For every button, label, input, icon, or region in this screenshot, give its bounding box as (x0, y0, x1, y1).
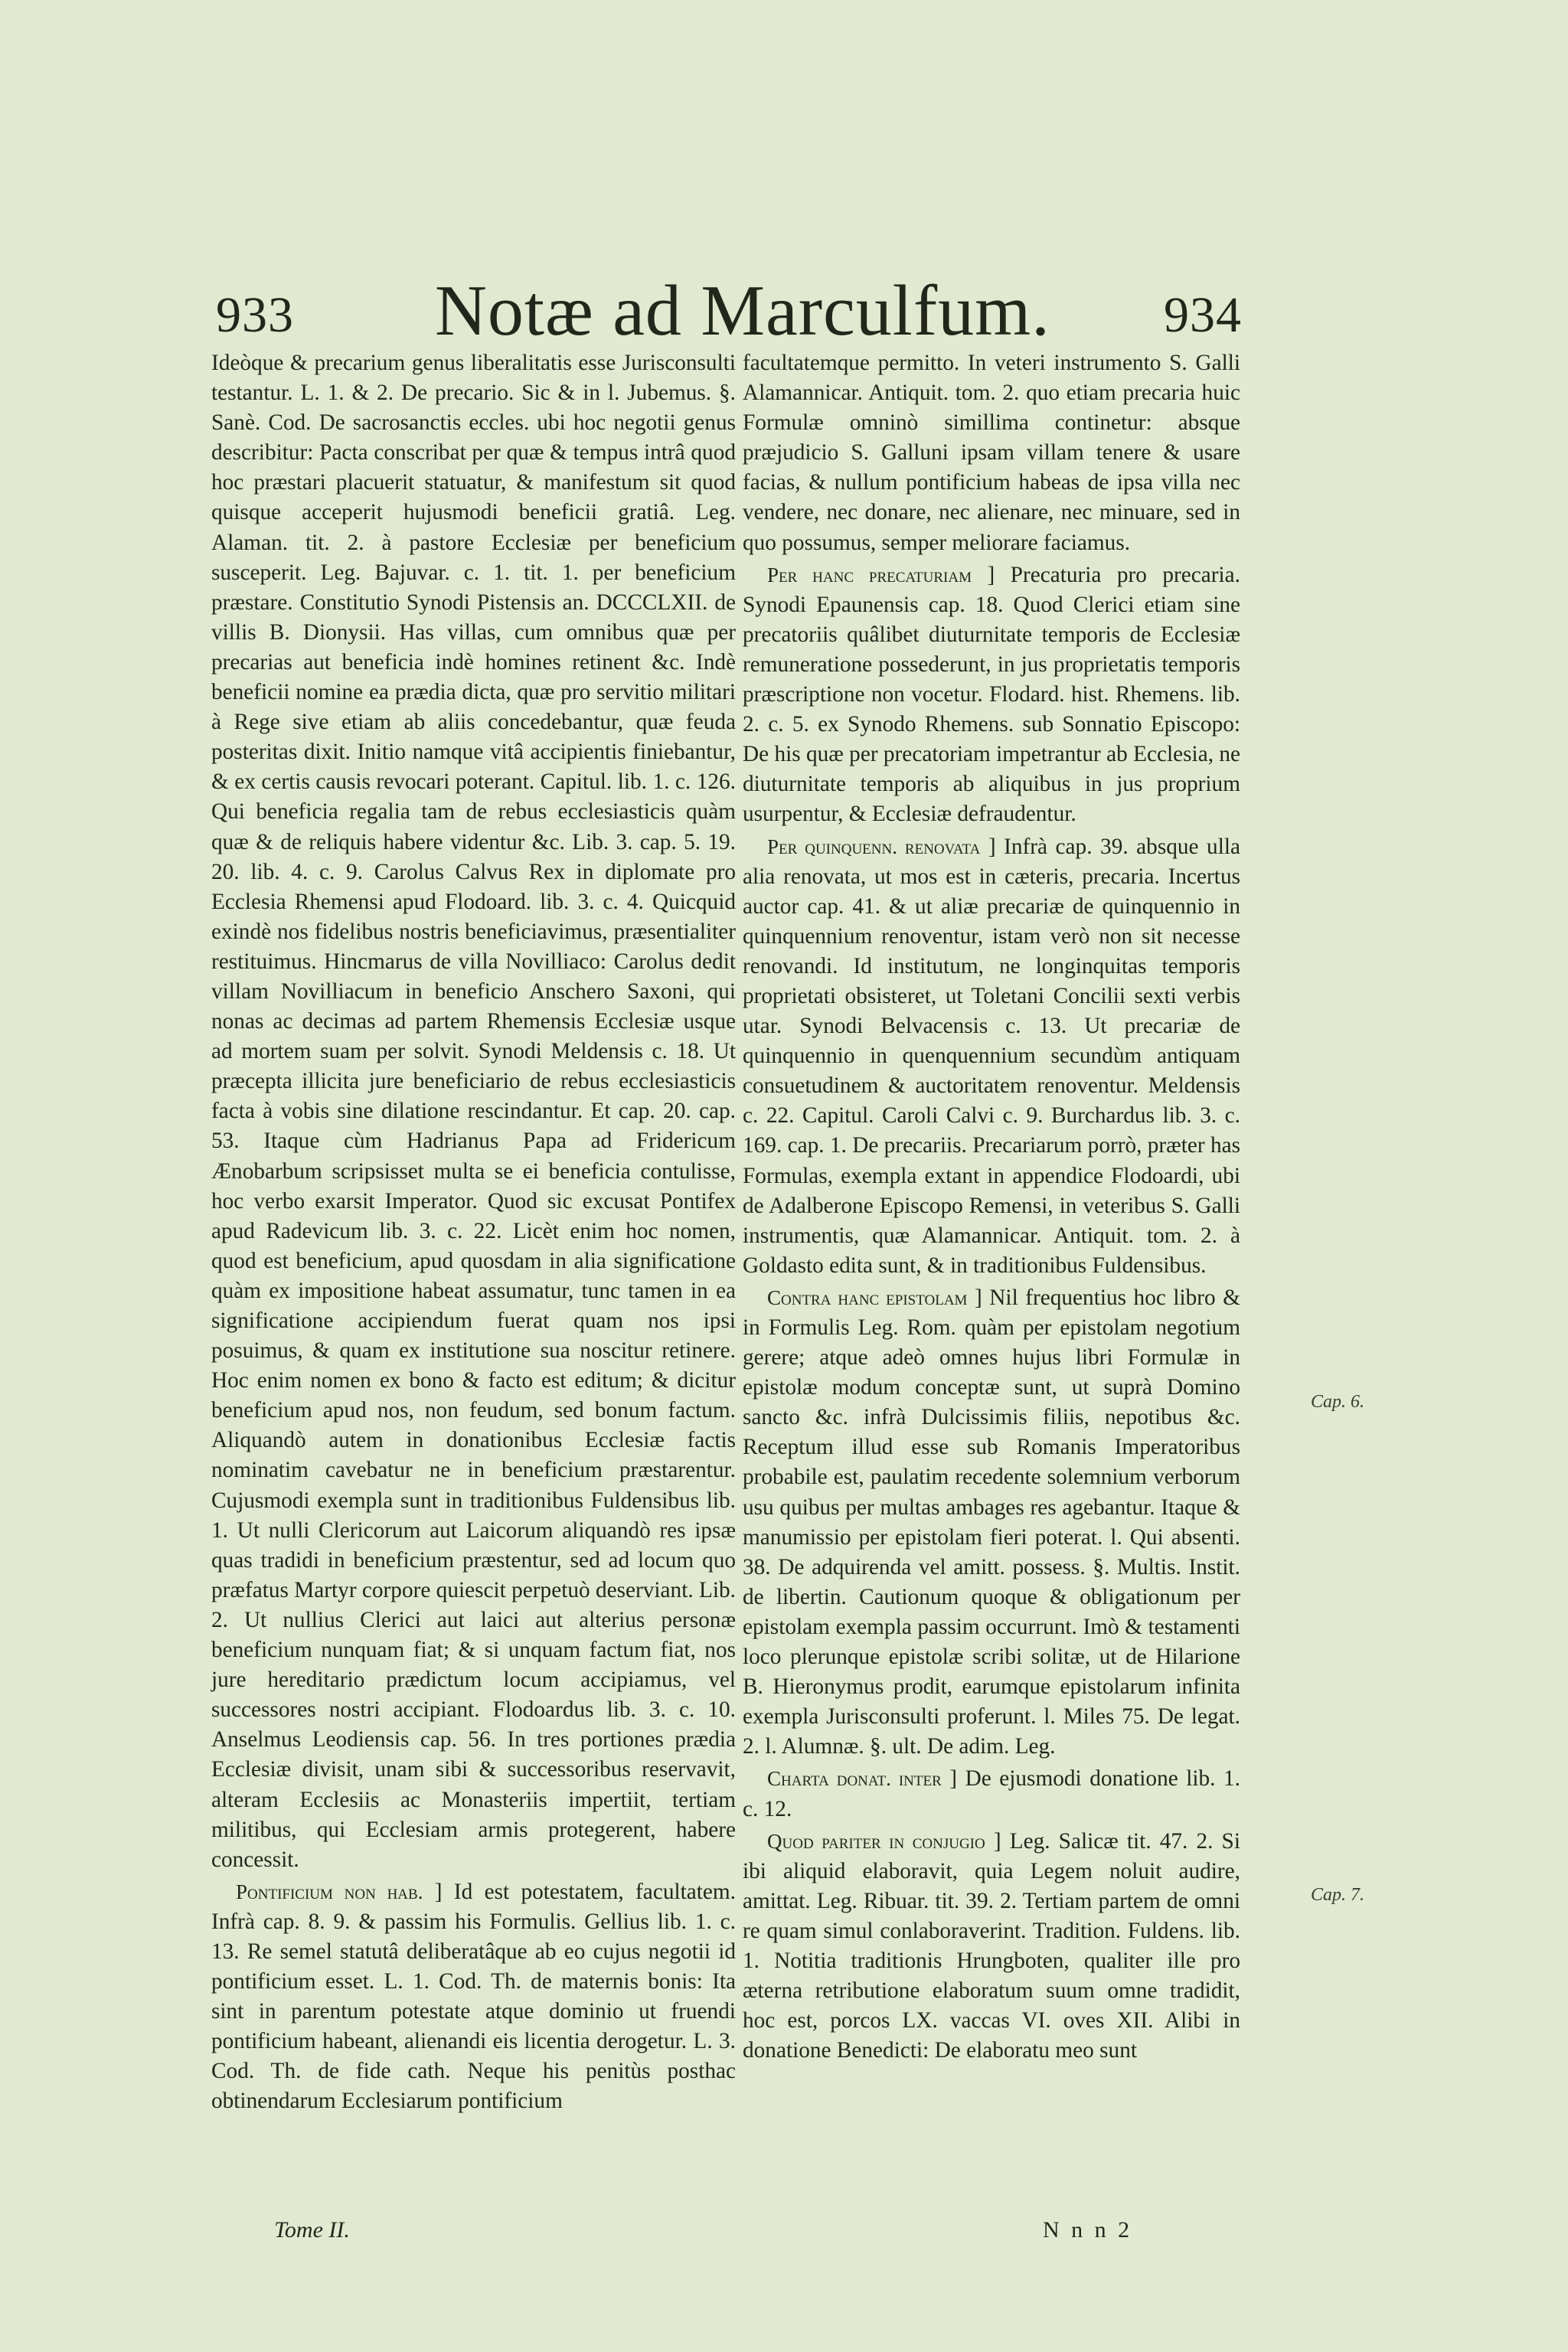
volume-signature: Tome II. (274, 2217, 350, 2243)
paragraph (211, 1877, 736, 2117)
paragraph-text: ] Precaturia pro precaria. Synodi Epaunensis cap. 18. Quod Clerici etiam sine precatoriis quâlibet diuturnitate temporis de Ecclesiæ remuneratione possederunt, in jus proprietatis temporis præscriptione non vocetur. Flodard. hist. Rhemens. lib. 2. c. 5. ex Synodo Rhemens. sub Sonnatio Episcopo: De his quæ per precatoriam impetrantur ab Ecclesia, ne diuturnitate temporis ab aliquibus in jus proprium usurpentur, & Ecclesiæ defraudentur. (743, 562, 1240, 827)
page-number-left: 933 (216, 287, 294, 343)
lemma: Pontificium non hab. (236, 1880, 423, 1903)
lemma: Quod pariter in conjugio (767, 1829, 985, 1853)
paragraph: facultatemque permitto. In veteri instrumento S. Galli Alamannicar. Antiquit. tom. 2. quo etiam precaria huic Formulæ omninò simillima continetur: absque præjudicio S. Galluni ipsam villam tenere & usare facias, & nullum pontificium habeas de ipsa villa nec vendere, nec donare, nec alienare, nec minuare, sed in quo possumus, semper meliorare faciamus. (743, 351, 1240, 555)
page-header (0, 270, 1568, 354)
margin-note-cap6: Cap. 6. (1311, 1392, 1365, 1412)
paragraph-text: ] Id est potestatem, facultatem. Infrà cap. 8. 9. & passim his Formulis. Gellius lib. 1. c. 13. Re semel statutâ deliberatâque ab eo cujus negotii id pontificium esset. L. 1. Cod. Th. de maternis bonis: Ita sint in parentum potestate atque dominio ut fruendi pontificium habeant, alienandi eis licentia derogetur. L. 3. Cod. Th. de fide cath. Neque his penitùs posthac obtinendarum Ecclesiarum pontificium (211, 1879, 737, 2114)
paragraph: Ideòque & precarium genus liberalitatis esse Jurisconsulti testantur. L. 1. & 2. De precario. Sic & in l. Jubemus. §. Sanè. Cod. De sacrosanctis eccles. ubi hoc negotii genus describitur: Pacta conscribat per quæ & tempus intrâ quod hoc præstari placuerit statuatur, & manifestum sit quod quisque acceperit hujusmodi beneficii gratiâ. Leg. Alaman. tit. 2. à pastore Ecclesiæ per beneficium susceperit. Leg. Bajuvar. c. 1. tit. 1. per beneficium præstare. Constitutio Synodi Pistensis an. DCCCLXII. de villis B. Dionysii. Has villas, cum omnibus quæ per precarias aut beneficia indè homines retinent &c. Indè beneficii nomine ea prædia dicta, quæ pro servitio militari à Rege sive etiam ab aliis concedebantur, quæ feuda posteritas dixit. Initio namque vitâ accipientis finiebantur, & ex certis causis revocari poterant. Capitul. lib. 1. c. 126. Qui beneficia regalia tam de rebus ecclesiasticis quàm quæ & de reliquis habere videntur &c. Lib. 3. cap. 5. 19. 20. lib. 4. c. 9. Carolus Calvus Rex in diplomate pro Ecclesia Rhemensi apud Flodoard. lib. 3. c. 4. Quicquid exindè nos fidelibus nostris beneficiavimus, præsentialiter restituimus. Hincmarus de villa Novilliaco: Carolus dedit villam Novilliacum in beneficio Anschero Saxoni, qui nonas ac decimas ad partem Rhemensis Ecclesiæ usque ad mortem suam per solvit. Synodi Meldensis c. 18. Ut præcepta illicita jure beneficiario de rebus ecclesiasticis facta à vobis sine dilatione rescindantur. Et cap. 20. cap. 53. Itaque cùm Hadrianus Papa ad Fridericum Ænobarbum scripsisset multa se ei beneficia contulisse, hoc verbo exarsit Imperator. Quod sic excusat Pontifex apud Radevicum lib. 3. c. 22. Licèt enim hoc nomen, quod est beneficium, apud quosdam in alia significatione quàm ex impositione habeat assumatur, tunc tamen in ea significatione accipiendum fuerat quam nos ipsi posuimus, & quam ex institutione sua noscitur retinere. Hoc enim nomen ex bono & facto est editum; & dicitur beneficium apud nos, non feudum, sed bonum factum. Aliquandò autem in donationibus Ecclesiæ factis nominatim cavebatur ne in beneficium præstarentur. Cujusmodi exempla sunt in traditionibus Fuldensibus lib. 1. Ut nulli Clericorum aut Laicorum aliquandò res ipsæ quas tradidi in beneficium præstentur, sed ad locum quo præfatus Martyr corpore quiescit perpetuò deserviant. Lib. 2. Ut nullius Clerici aut laici aut alterius personæ beneficium nunquam fiat; & si unquam factum fiat, nos jure hereditario prædictum locum accipiamus, vel successores nostri accipiant. Flodoardus lib. 3. c. 10. Anselmus Leodiensis cap. 56. In tres portiones prædia Ecclesiæ divisit, unam sibi & successoribus reservavit, alteram Ecclesiis ac Monasteriis impertiit, tertiam militibus, qui Ecclesiam armis protegerent, habere concessit. (211, 351, 737, 1872)
paragraph-text: ] Nil frequentius hoc libro & in Formulis Leg. Rom. quàm per epistolam negotium gerere; atque adeò omnes hujus libri Formulæ in epistolæ modum conceptæ sunt, ut suprà Domino sancto &c. infrà Dulcissimis filiis, nepotibus &c. Receptum illud esse sub Romanis Imperatoribus probabile est, paulatim recedente solemnium verborum usu quibus per multas ambages res agebantur. Itaque & manumissio per epistolam fieri poterat. l. Qui absenti. 38. De adquirenda vel amitt. possess. §. Multis. Instit. de libertin. Cautionum quoque & obligationum per epistolam exempla passim occurrunt. Imò & testamenti loco plerunque epistolæ scribi solitæ, ut de Hilarione B. Hieronymus prodit, earumque epistolarum infinita exempla Jurisconsulti proferunt. l. Miles 75. De legat. 2. l. Alumnæ. §. ult. De adim. Leg. (743, 1285, 1241, 1759)
right-column (743, 348, 1240, 2068)
paragraph (743, 1827, 1240, 2066)
paragraph-text: ] Leg. Salicæ tit. 47. 2. Si ibi aliquid elaboravit, quia Legem noluit audire, amittat. Leg. Ribuar. tit. 39. 2. Tertiam partem de omni re quam simul conlaboraverint. Tradition. Fuldens. lib. 1. Notitia traditionis Hrungboten, qualiter ille pro æterna retributione elaboratum suum omne tradidit, hoc est, porcos LX. vaccas VI. oves XII. Alibi in donatione Benedicti: De elaboratu meo sunt (743, 1828, 1240, 2063)
paragraph (743, 560, 1240, 830)
paragraph (743, 832, 1240, 1281)
margin-note-cap7: Cap. 7. (1311, 1885, 1365, 1905)
paragraph (743, 1283, 1240, 1762)
printer-signature: N n n 2 (1043, 2217, 1133, 2243)
left-column (211, 348, 736, 2119)
paragraph-text: ] Infrà cap. 39. absque ulla alia renovata, ut mos est in cæteris, precaria. Incertus auctor cap. 41. & ut aliæ precariæ de quinquennio in quinquennium renoventur, istam verò non sit necesse renovandi. Id institutum, ne longinquitas temporis proprietati obsisteret, ut Toletani Concilii sexti verbis utar. Synodi Belvacensis c. 13. Ut precariæ de quinquennio in quenquennium secundùm antiquam consuetudinem & auctoritatem renoventur. Meldensis c. 22. Capitul. Caroli Calvi c. 9. Burchardus lib. 3. c. 169. cap. 1. De precariis. Precariarum porrò, præter has Formulas, exempla extant in appendice Flodoardi, ubi de Adalberone Episcopo Remensi, in veteribus S. Galli instrumentis, quæ Alamannicar. Antiquit. tom. 2. à Goldasto edita sunt, & in traditionibus Fuldensibus. (743, 834, 1240, 1278)
lemma: Charta donat. inter (767, 1767, 942, 1791)
lemma: Per hanc precaturiam (767, 563, 972, 586)
paragraph (743, 1764, 1240, 1824)
paragraph-text: ] De ejusmodi donatione lib. 1. c. 12. (743, 1766, 1241, 1821)
running-title: Notæ ad Marculfum. (435, 271, 1050, 351)
lemma: Per quinquenn. renovata (767, 835, 981, 858)
page-number-right: 934 (1164, 287, 1242, 343)
lemma: Contra hanc epistolam (767, 1285, 968, 1309)
